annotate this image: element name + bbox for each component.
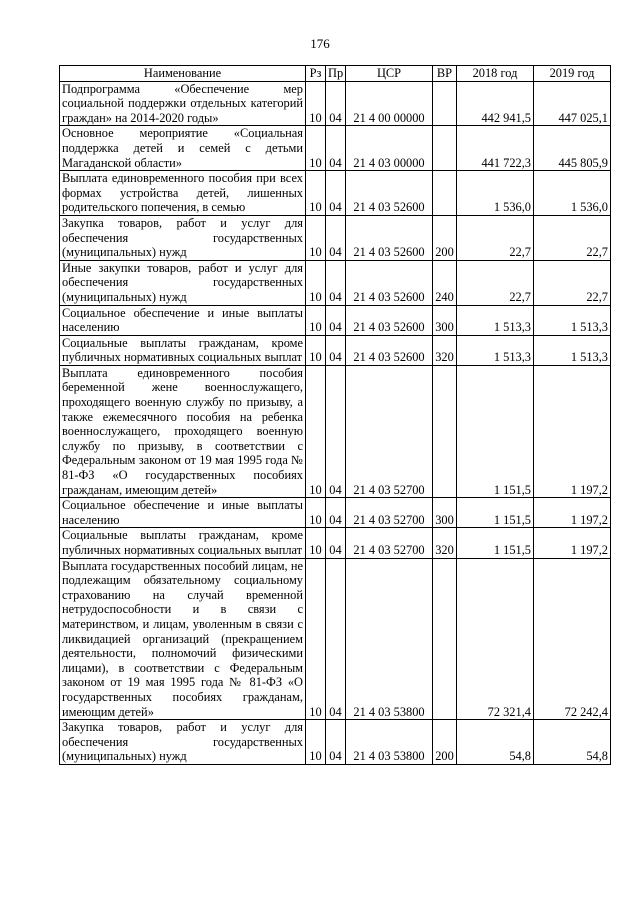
row-vr (433, 126, 457, 171)
table-row (60, 126, 611, 171)
row-2018: 22,7 (457, 260, 534, 305)
row-rz: 10 (306, 305, 326, 335)
row-2018: 442 941,5 (457, 81, 534, 126)
row-pr: 04 (326, 558, 346, 720)
header-rz: Рз (306, 66, 326, 82)
row-2018: 1 151,5 (457, 365, 534, 497)
row-2018: 441 722,3 (457, 126, 534, 171)
table-row (60, 558, 611, 720)
row-csr: 21 4 03 52600 (346, 305, 433, 335)
table-row (60, 260, 611, 305)
row-csr: 21 4 03 00000 (346, 126, 433, 171)
row-2019: 1 197,2 (534, 498, 611, 528)
row-2019: 72 242,4 (534, 558, 611, 720)
row-rz: 10 (306, 365, 326, 497)
row-vr (433, 171, 457, 216)
table-row (60, 81, 611, 126)
row-2019: 447 025,1 (534, 81, 611, 126)
row-name: Выплата единовременного пособия при всех формах устройства детей, лишенных родительского попечения, в семью (60, 171, 306, 216)
row-vr: 320 (433, 335, 457, 365)
table-row (60, 720, 611, 765)
row-rz: 10 (306, 528, 326, 558)
row-name: Социальное обеспечение и иные выплаты населению (60, 305, 306, 335)
row-2019: 1 513,3 (534, 335, 611, 365)
row-vr (433, 81, 457, 126)
row-pr: 04 (326, 260, 346, 305)
row-vr: 320 (433, 528, 457, 558)
header-vr: ВР (433, 66, 457, 82)
row-rz: 10 (306, 498, 326, 528)
row-vr: 300 (433, 305, 457, 335)
row-pr: 04 (326, 720, 346, 765)
row-rz: 10 (306, 720, 326, 765)
row-vr: 200 (433, 215, 457, 260)
row-2019: 1 536,0 (534, 171, 611, 216)
row-rz: 10 (306, 126, 326, 171)
row-csr: 21 4 03 52600 (346, 335, 433, 365)
row-name: Закупка товаров, работ и услуг для обеспечения государственных (муниципальных) нужд (60, 215, 306, 260)
row-csr: 21 4 03 52700 (346, 498, 433, 528)
row-vr (433, 365, 457, 497)
row-2018: 1 151,5 (457, 498, 534, 528)
row-csr: 21 4 03 53800 (346, 558, 433, 720)
budget-table (59, 65, 611, 765)
row-pr: 04 (326, 215, 346, 260)
row-csr: 21 4 00 00000 (346, 81, 433, 126)
row-name: Основное мероприятие «Социальная поддержка детей и семей с детьми Магаданской области» (60, 126, 306, 171)
row-pr: 04 (326, 305, 346, 335)
row-csr: 21 4 03 52700 (346, 528, 433, 558)
row-2019: 54,8 (534, 720, 611, 765)
row-vr: 300 (433, 498, 457, 528)
row-pr: 04 (326, 171, 346, 216)
row-csr: 21 4 03 52700 (346, 365, 433, 497)
row-2019: 445 805,9 (534, 126, 611, 171)
row-name: Социальные выплаты гражданам, кроме публичных нормативных социальных выплат (60, 528, 306, 558)
row-name: Социальное обеспечение и иные выплаты населению (60, 498, 306, 528)
header-csr: ЦСР (346, 66, 433, 82)
table-header-row (60, 66, 611, 82)
row-2018: 72 321,4 (457, 558, 534, 720)
row-2018: 1 536,0 (457, 171, 534, 216)
table-row (60, 335, 611, 365)
row-csr: 21 4 03 52600 (346, 215, 433, 260)
row-2018: 22,7 (457, 215, 534, 260)
row-name: Иные закупки товаров, работ и услуг для обеспечения государственных (муниципальных) нужд (60, 260, 306, 305)
row-pr: 04 (326, 365, 346, 497)
row-name: Выплата единовременного пособия беременной жене военнослужащего, проходящего военную службу по призыву, а также ежемесячного пособия на ребенка военнослужащего, проходящего военную службу по призыву, в соответствии с Федеральным законом от 19 мая 1995 года № 81-ФЗ «О государственных пособиях гражданам, имеющим детей» (60, 365, 306, 497)
row-vr: 200 (433, 720, 457, 765)
row-2018: 1 151,5 (457, 528, 534, 558)
row-rz: 10 (306, 260, 326, 305)
row-name: Социальные выплаты гражданам, кроме публичных нормативных социальных выплат (60, 335, 306, 365)
row-vr (433, 558, 457, 720)
row-pr: 04 (326, 498, 346, 528)
row-pr: 04 (326, 126, 346, 171)
row-name: Закупка товаров, работ и услуг для обеспечения государственных (муниципальных) нужд (60, 720, 306, 765)
header-2019: 2019 год (534, 66, 611, 82)
table-row (60, 528, 611, 558)
header-pr: Пр (326, 66, 346, 82)
row-pr: 04 (326, 335, 346, 365)
row-pr: 04 (326, 81, 346, 126)
row-2018: 1 513,3 (457, 335, 534, 365)
row-csr: 21 4 03 52600 (346, 260, 433, 305)
table-row (60, 171, 611, 216)
row-vr: 240 (433, 260, 457, 305)
row-rz: 10 (306, 558, 326, 720)
row-2019: 22,7 (534, 215, 611, 260)
row-csr: 21 4 03 52600 (346, 171, 433, 216)
page-number: 176 (310, 36, 330, 51)
row-2019: 22,7 (534, 260, 611, 305)
row-rz: 10 (306, 215, 326, 260)
row-2019: 1 513,3 (534, 305, 611, 335)
table-row (60, 365, 611, 497)
table-row (60, 498, 611, 528)
row-2018: 1 513,3 (457, 305, 534, 335)
row-2019: 1 197,2 (534, 528, 611, 558)
header-name: Наименование (60, 66, 306, 82)
row-name: Выплата государственных пособий лицам, не подлежащим обязательному социальному страхованию на случай временной нетрудоспособности и в связи с материнством, и лицам, уволенным в связи с ликвидацией организаций (прекращением деятельности, полномочий физическими лицами), в соответствии с Федеральным законом от 19 мая 1995 года № 81-ФЗ «О государственных пособиях гражданам, имеющим детей» (60, 558, 306, 720)
row-2019: 1 197,2 (534, 365, 611, 497)
row-pr: 04 (326, 528, 346, 558)
row-rz: 10 (306, 171, 326, 216)
row-csr: 21 4 03 53800 (346, 720, 433, 765)
row-2018: 54,8 (457, 720, 534, 765)
header-2018: 2018 год (457, 66, 534, 82)
row-rz: 10 (306, 335, 326, 365)
table-row (60, 305, 611, 335)
row-rz: 10 (306, 81, 326, 126)
table-row (60, 215, 611, 260)
row-name: Подпрограмма «Обеспечение мер социальной поддержки отдельных категорий граждан» на 2014-2020 годы» (60, 81, 306, 126)
